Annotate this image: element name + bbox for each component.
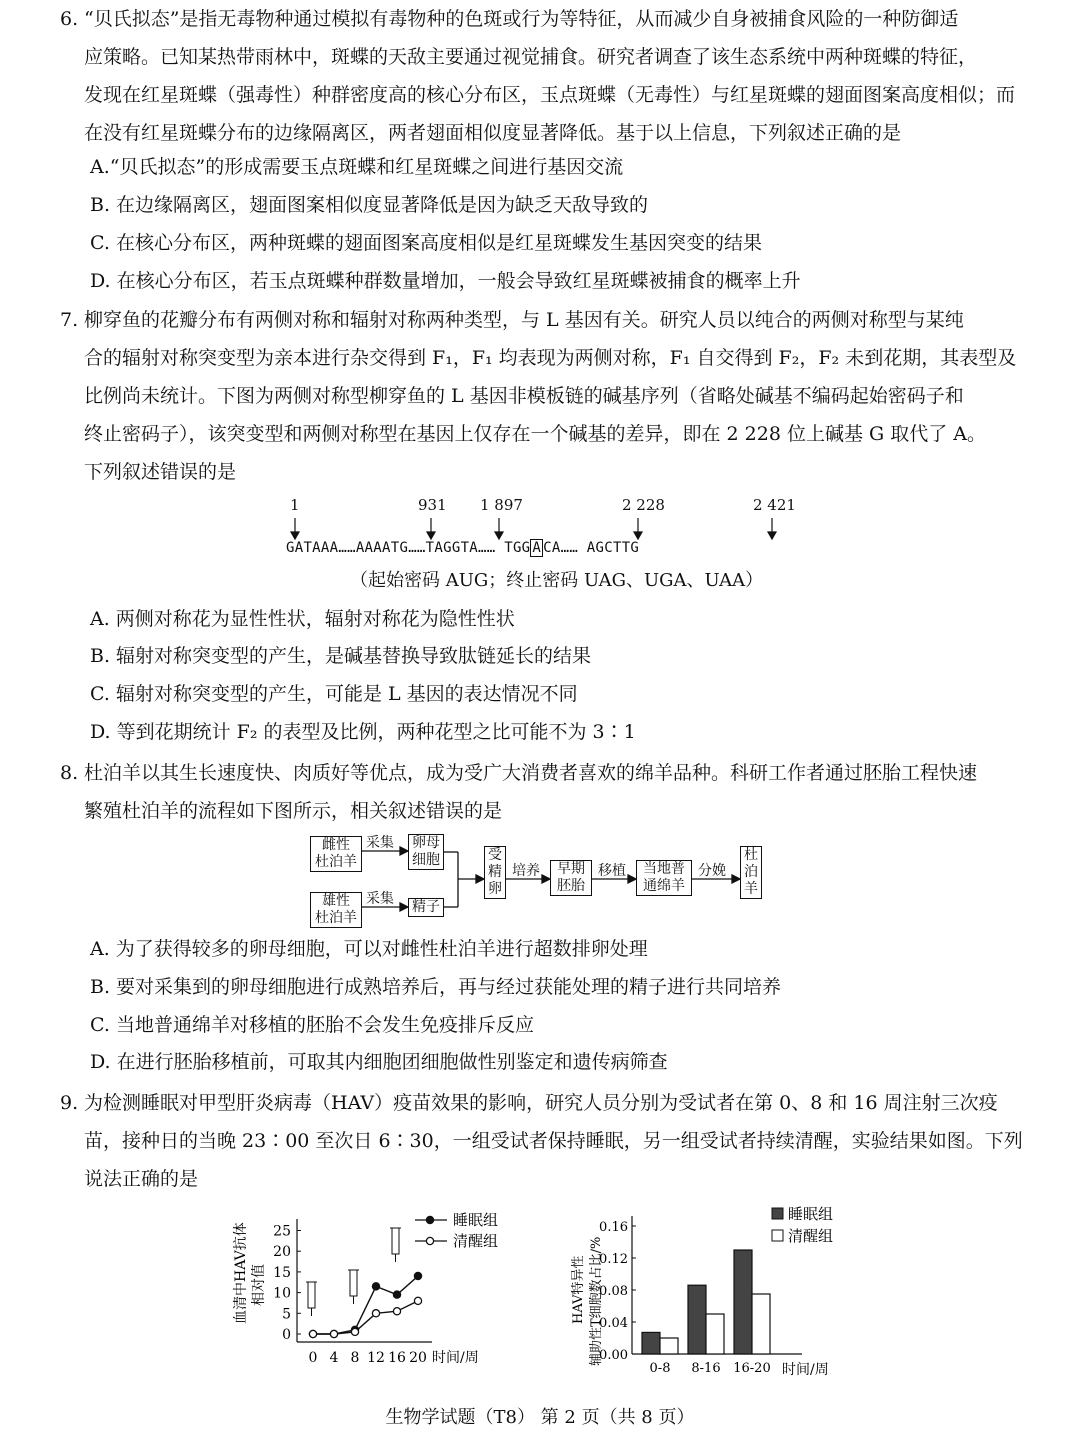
option-d: D. 在进行胚胎移植前，可取其内细胞团细胞做性别鉴定和遗传病筛查 xyxy=(90,1051,668,1073)
page-footer: 生物学试题（T8） 第 2 页（共 8 页） xyxy=(385,1407,695,1428)
option-b: B. 要对采集到的卵母细胞进行成熟培养后，再与经过获能处理的精子进行共同培养 xyxy=(90,976,782,998)
y-tick-label: 0.12 xyxy=(599,1252,628,1267)
question-text-line: 下列叙述错误的是 xyxy=(84,461,237,483)
legend-label: 睡眠组 xyxy=(453,1211,499,1229)
early-embryo-box: 早期 胚胎 xyxy=(550,860,592,896)
legend-swatch xyxy=(772,1208,783,1219)
legend-marker xyxy=(426,1216,433,1223)
y-axis-label-1: HAV特异性 xyxy=(571,1255,586,1324)
option-a: A. 为了获得较多的卵母细胞，可以对雌性杜泊羊进行超数排卵处理 xyxy=(90,938,648,960)
question-number: 9. xyxy=(60,1092,79,1114)
data-point xyxy=(393,1291,400,1298)
y-tick-label: 0.16 xyxy=(599,1220,628,1235)
question-text-line: 在没有红星斑蝶分布的边缘隔离区，两者翅面相似度显著降低。基于以上信息，下列叙述正确的是 xyxy=(84,122,902,144)
legend-swatch xyxy=(772,1230,783,1241)
offspring-box: 杜 泊 羊 xyxy=(740,846,762,899)
collect-label: 采集 xyxy=(366,835,394,851)
bar-awake xyxy=(752,1294,770,1354)
y-tick-label: 0.04 xyxy=(599,1316,628,1331)
legend-label: 清醒组 xyxy=(788,1227,834,1245)
sperm-box: 精子 xyxy=(408,898,444,917)
data-point xyxy=(351,1328,358,1335)
question-number: 6. xyxy=(60,8,79,30)
y-tick-label: 0 xyxy=(282,1327,291,1343)
data-point xyxy=(414,1272,421,1279)
bar-sleep xyxy=(688,1285,706,1354)
syringe-icon xyxy=(348,1270,359,1304)
syringe-icon xyxy=(306,1282,317,1316)
antibody-line-chart xyxy=(225,1198,525,1388)
mutated-base: A xyxy=(532,540,542,556)
legend-label: 清醒组 xyxy=(453,1232,499,1250)
x-tick-label: 16-20 xyxy=(733,1361,771,1376)
embryo-engineering-flowchart xyxy=(300,832,780,932)
option-c: C. 辐射对称突变型的产生，可能是 L 基因的表达情况不同 xyxy=(90,683,578,705)
bar-sleep xyxy=(642,1332,660,1354)
collect-label: 采集 xyxy=(366,891,394,907)
position-label: 1 xyxy=(290,496,300,514)
question-8 xyxy=(60,754,1024,830)
legend-label: 睡眠组 xyxy=(788,1205,834,1223)
position-label: 1 897 xyxy=(480,496,523,514)
question-text-line: 发现在红星斑蝶（强毒性）种群密度高的核心分布区，玉点斑蝶（无毒性）与红星斑蝶的翅面图案高度相似；而 xyxy=(84,84,1016,106)
y-tick-label: 10 xyxy=(273,1285,291,1302)
data-point xyxy=(372,1310,379,1317)
x-tick-label: 16 xyxy=(388,1350,406,1366)
question-text-line: 为检测睡眠对甲型肝炎病毒（HAV）疫苗效果的影响，研究人员分别为受试者在第 0、8 和 16 周注射三次疫 xyxy=(84,1092,998,1114)
data-point xyxy=(330,1330,337,1337)
question-6 xyxy=(60,0,1024,152)
oocyte-box: 卵母 细胞 xyxy=(408,834,444,870)
male-sheep-box: 雄性 杜泊羊 xyxy=(310,892,362,928)
question-text-line: 比例尚未统计。下图为两侧对称型柳穿鱼的 L 基因非模板链的碱基序列（省略处碱基不编码起始密码子和 xyxy=(84,385,964,407)
legend-marker xyxy=(426,1237,433,1244)
x-axis-label: 时间/周 xyxy=(782,1362,829,1378)
option-d: D. 在核心分布区，若玉点斑蝶种群数量增加，一般会导致红星斑蝶被捕食的概率上升 xyxy=(90,270,801,292)
series-line-awake xyxy=(313,1301,418,1334)
question-number: 7. xyxy=(60,309,79,331)
bar-awake xyxy=(660,1338,678,1354)
question-number: 8. xyxy=(60,762,79,784)
data-point xyxy=(372,1283,379,1290)
option-d: D. 等到花期统计 F₂ 的表型及比例，两种花型之比可能不为 3∶1 xyxy=(90,721,636,743)
bar-awake xyxy=(706,1314,724,1354)
data-point xyxy=(309,1330,316,1337)
syringe-icon xyxy=(390,1228,401,1262)
bar-sleep xyxy=(734,1250,752,1354)
data-point xyxy=(393,1308,400,1315)
option-c: C. 在核心分布区，两种斑蝶的翅面图案高度相似是红星斑蝶发生基因突变的结果 xyxy=(90,232,762,254)
y-tick-label: 15 xyxy=(273,1264,291,1281)
question-9 xyxy=(60,1084,1024,1198)
zygote-box: 受 精 卵 xyxy=(484,846,506,899)
question-text-line: 合的辐射对称突变型为亲本进行杂交得到 F₁，F₁ 均表现为两侧对称，F₁ 自交得到 F₂，F₂ 未到花期，其表型及 xyxy=(84,347,1017,369)
y-axis-label-1: 血清中HAV抗体 xyxy=(233,1222,249,1324)
option-a: A. 两侧对称花为显性性状，辐射对称花为隐性性状 xyxy=(90,608,515,630)
base-sequence: GATAAA……AAAATG……TAGGTA…… TGG A CA…… AGCTTG xyxy=(286,540,640,556)
t-cell-bar-chart xyxy=(560,1198,860,1388)
x-axis-label: 时间/周 xyxy=(432,1350,479,1366)
question-text-line: “贝氏拟态”是指无毒物种通过模拟有毒物种的色斑或行为等特征，从而减少自身被捕食风险的一种防御适 xyxy=(84,8,959,30)
question-text-line: 苗，接种日的当晚 23∶00 至次日 6∶30，一组受试者保持睡眠，另一组受试者持续清醒，实验结果如图。下列 xyxy=(84,1130,1023,1152)
female-sheep-box: 雌性 杜泊羊 xyxy=(310,836,362,872)
x-tick-label: 0 xyxy=(308,1350,318,1366)
option-c: C. 当地普通绵羊对移植的胚胎不会发生免疫排斥反应 xyxy=(90,1014,534,1036)
x-tick-label: 0-8 xyxy=(649,1361,671,1376)
question-text-line: 终止密码子），该突变型和两侧对称型在基因上仅存在一个碱基的差异，即在 2 228 位上碱基 G 取代了 A。 xyxy=(84,423,986,445)
position-label: 2 228 xyxy=(622,496,665,514)
question-text-line: 说法正确的是 xyxy=(84,1168,199,1190)
position-label: 931 xyxy=(418,496,447,514)
question-text-line: 柳穿鱼的花瓣分布有两侧对称和辐射对称两种类型，与 L 基因有关。研究人员以纯合的两侧对称型与某纯 xyxy=(84,309,964,331)
question-text-line: 应策略。已知某热带雨林中，斑蝶的天敌主要通过视觉捕食。研究者调查了该生态系统中两种斑蝶的特征， xyxy=(84,46,978,68)
transfer-label: 移植 xyxy=(598,863,626,879)
y-tick-label: 0.00 xyxy=(599,1348,628,1363)
y-axis-label-2: 相对值 xyxy=(251,1264,267,1306)
question-text-line: 杜泊羊以其生长速度快、肉质好等优点，成为受广大消费者喜欢的绵羊品种。科研工作者通过胚胎工程快速 xyxy=(84,762,978,784)
culture-label: 培养 xyxy=(512,863,540,879)
y-axis-label-2: 辅助性T细胞数占比/% xyxy=(589,1236,604,1366)
x-tick-label: 20 xyxy=(409,1350,427,1366)
data-point xyxy=(414,1297,421,1304)
x-tick-label: 12 xyxy=(367,1350,385,1366)
recipient-sheep-box: 当地普 通绵羊 xyxy=(636,860,692,896)
question-text-line: 繁殖杜泊羊的流程如下图所示，相关叙述错误的是 xyxy=(84,800,503,822)
option-b: B. 辐射对称突变型的产生，是碱基替换导致肽链延长的结果 xyxy=(90,645,592,667)
birth-label: 分娩 xyxy=(698,863,726,879)
y-tick-label: 25 xyxy=(273,1223,291,1240)
codon-note: （起始密码 AUG；终止密码 UAG、UGA、UAA） xyxy=(350,570,764,591)
series-line-sleep xyxy=(313,1276,418,1334)
x-tick-label: 8 xyxy=(350,1350,360,1366)
x-tick-label: 8-16 xyxy=(691,1361,721,1376)
x-tick-label: 4 xyxy=(329,1350,339,1366)
option-a: A.“贝氏拟态”的形成需要玉点斑蝶和红星斑蝶之间进行基因交流 xyxy=(90,156,624,178)
y-tick-label: 20 xyxy=(273,1244,291,1261)
position-label: 2 421 xyxy=(753,496,796,514)
y-tick-label: 5 xyxy=(282,1306,291,1323)
y-tick-label: 0.08 xyxy=(599,1284,628,1299)
question-7 xyxy=(60,301,1024,491)
option-b: B. 在边缘隔离区，翅面图案相似度显著降低是因为缺乏天敌导致的 xyxy=(90,194,649,216)
